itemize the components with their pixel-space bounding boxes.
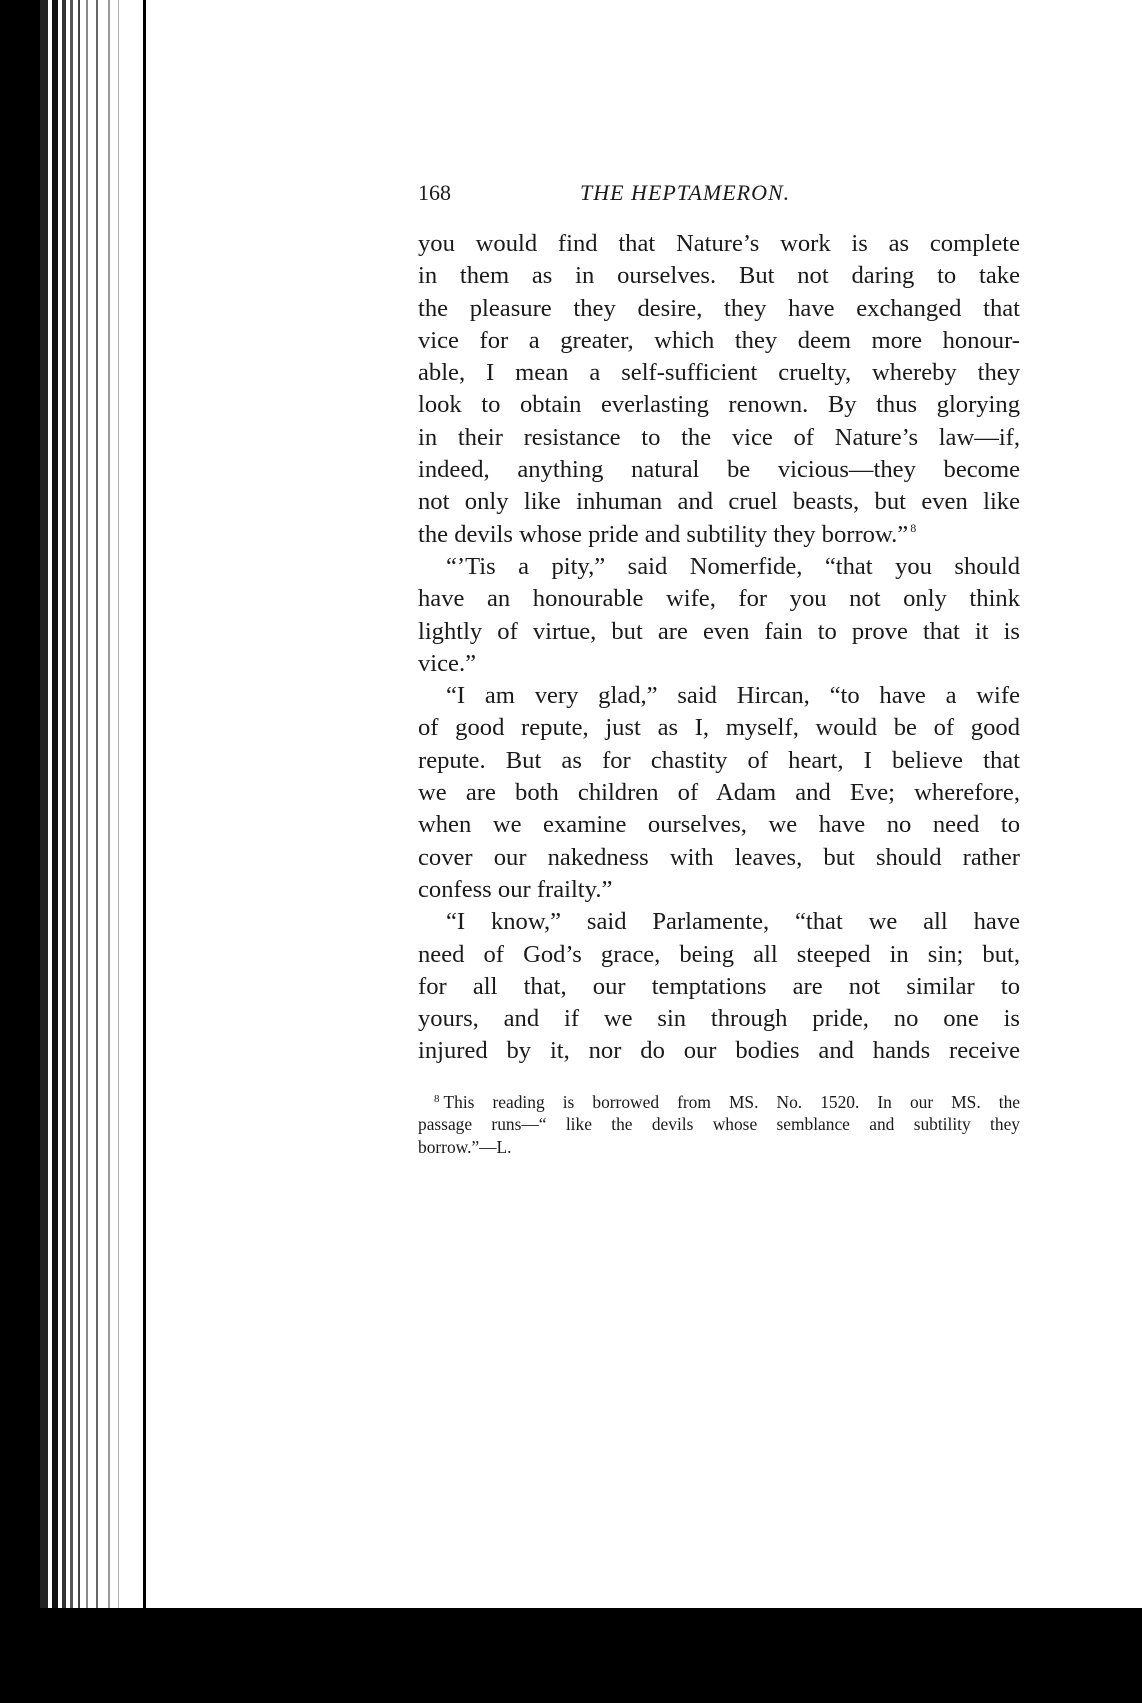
bottom-scan-shadow xyxy=(0,1608,1142,1703)
book-binding-edge xyxy=(0,0,160,1703)
running-head xyxy=(418,172,1020,212)
book-page xyxy=(418,172,1020,1158)
text-line: repute. But as for chastity of heart, I believe that xyxy=(418,746,1020,774)
footnote-marker: 8 xyxy=(434,1092,440,1105)
text-line: cover our nakedness with leaves, but should rather xyxy=(418,843,1020,871)
text-line: “I know,” said Parlamente, “that we all have xyxy=(446,908,1020,936)
running-title: THE HEPTAMERON. xyxy=(580,180,791,205)
text-line: need of God’s grace, being all steeped in sin; but, xyxy=(418,940,1020,968)
text-line: the devils whose pride and subtility they borrow.” xyxy=(418,520,909,548)
text-line-with-note xyxy=(418,519,1020,551)
text-line: for all that, our temptations are not similar to xyxy=(418,972,1020,1000)
text-line: “’Tis a pity,” said Nomerfide, “that you should xyxy=(446,552,1020,580)
text-line: lightly of virtue, but are even fain to prove that it is xyxy=(418,617,1020,645)
text-line: in their resistance to the vice of Nature’s law—if, xyxy=(418,423,1020,451)
text-line: in them as in ourselves. But not daring to take xyxy=(418,262,1020,290)
text-line: we are both children of Adam and Eve; wherefore, xyxy=(418,779,1020,807)
text-line: vice.” xyxy=(418,649,477,677)
footnote xyxy=(418,1088,1020,1159)
footnote-line: borrow.”—L. xyxy=(418,1136,512,1157)
text-line: you would find that Nature’s work is as complete xyxy=(418,230,1020,257)
text-line: injured by it, nor do our bodies and hands receive xyxy=(418,1037,1020,1065)
footnote-line xyxy=(418,1088,1020,1114)
text-line: vice for a greater, which they deem more honour- xyxy=(418,326,1020,354)
body-text xyxy=(418,228,1020,1068)
text-line: the pleasure they desire, they have exchanged that xyxy=(418,294,1020,322)
text-line: not only like inhuman and cruel beasts, but even like xyxy=(418,488,1020,516)
text-line: when we examine ourselves, we have no need to xyxy=(418,811,1020,839)
page-number: 168 xyxy=(418,180,451,205)
text-line: have an honourable wife, for you not only think xyxy=(418,585,1020,613)
text-line: indeed, anything natural be vicious—they become xyxy=(418,456,1020,484)
text-line: confess our frailty.” xyxy=(418,875,613,903)
binding-edge-graphic xyxy=(0,0,160,1703)
text-line: yours, and if we sin through pride, no one is xyxy=(418,1005,1020,1033)
text-line: look to obtain everlasting renown. By thus glorying xyxy=(418,391,1020,419)
text-line: able, I mean a self-sufficient cruelty, whereby they xyxy=(418,359,1020,387)
text-line: “I am very glad,” said Hircan, “to have a wife xyxy=(446,682,1020,710)
footnote-text: This reading is borrowed from MS. No. 1520. In our MS. the xyxy=(443,1091,1020,1112)
footnote-line: passage runs—“ like the devils whose semblance and subtility they xyxy=(418,1114,1020,1135)
text-line: of good repute, just as I, myself, would be of good xyxy=(418,714,1020,742)
footnote-reference[interactable]: 8 xyxy=(910,520,917,535)
